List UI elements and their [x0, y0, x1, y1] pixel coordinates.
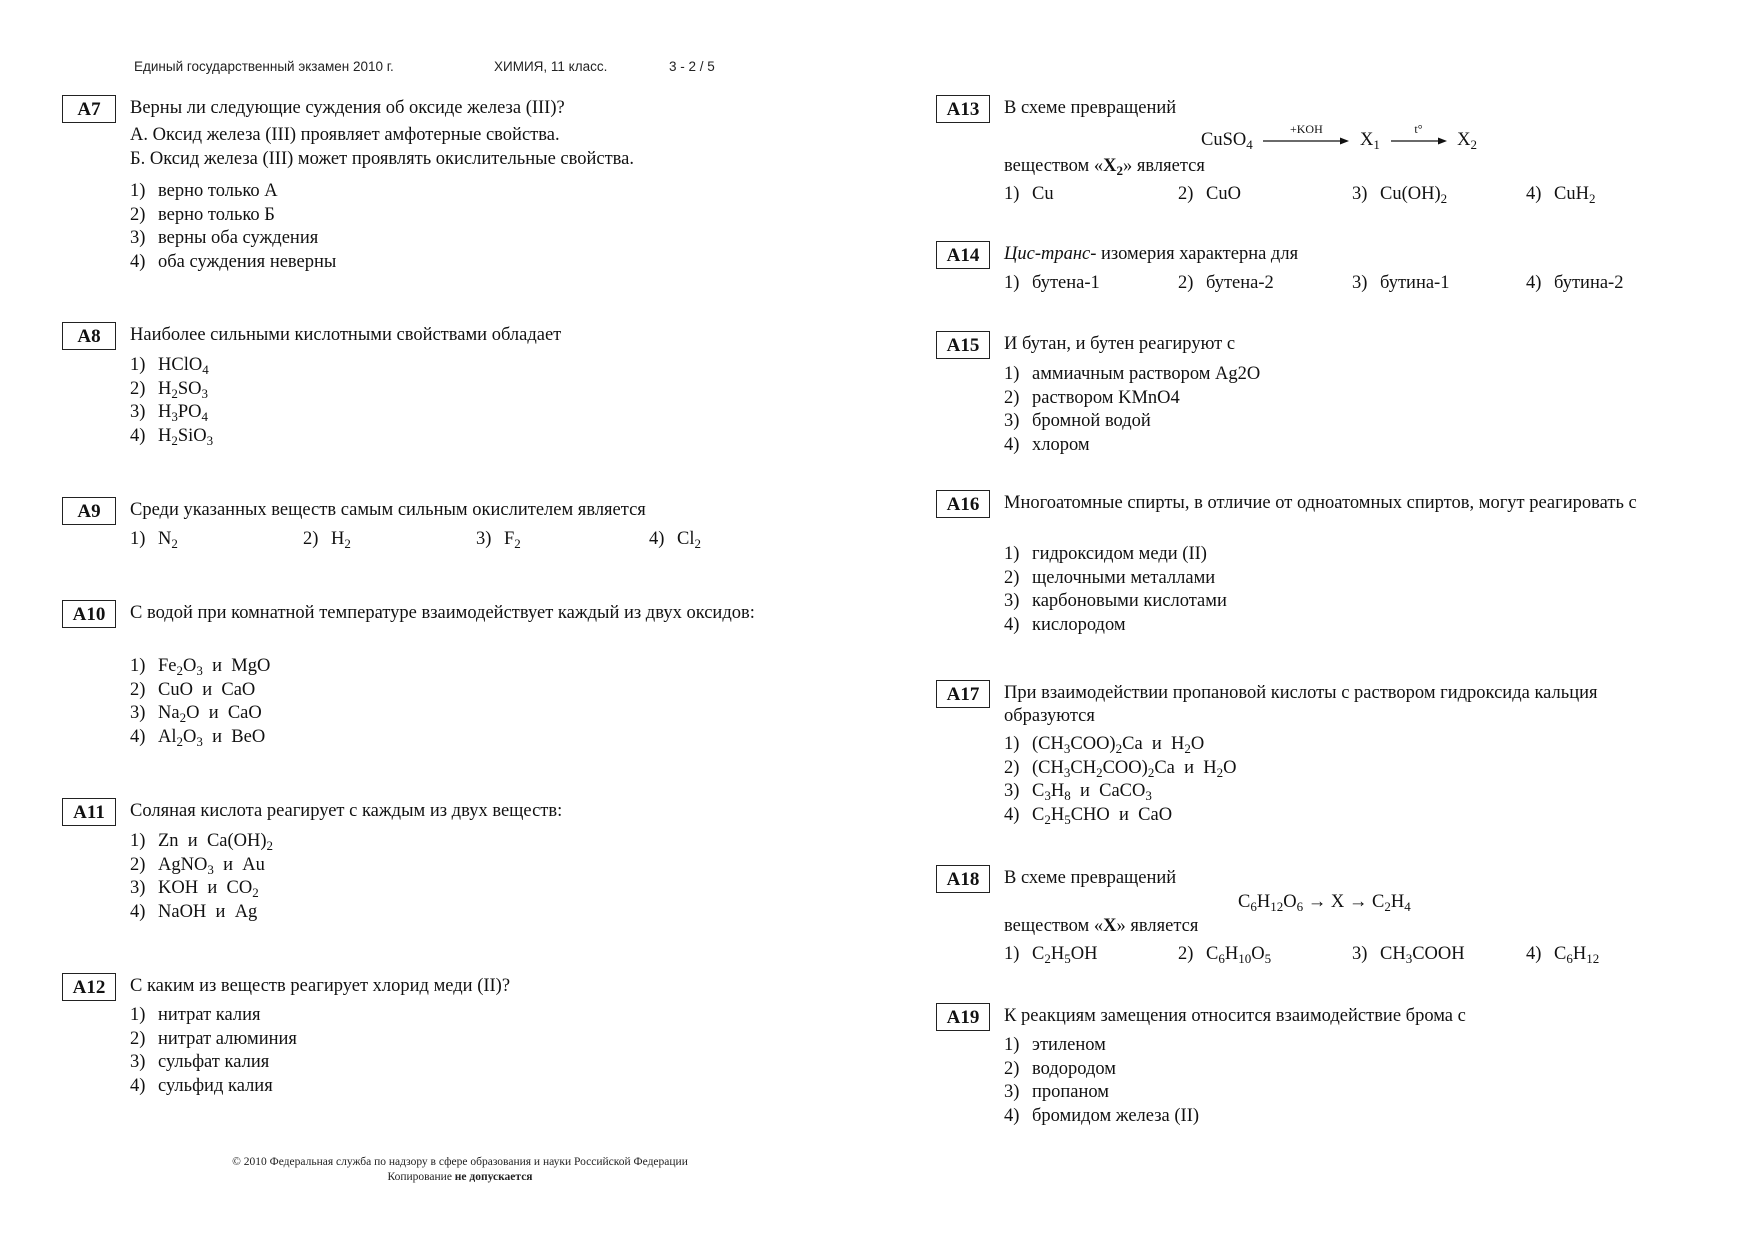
answer-option-4[interactable]: 4) $Cl_2$ — [649, 529, 701, 551]
answer-option-4[interactable]: 4) CuH$_2$ — [1526, 184, 1596, 206]
question-number: A16 — [936, 490, 990, 518]
answer-option-4[interactable]: 4) хлором — [1004, 434, 1090, 455]
header-page: 3 - 2 / 5 — [669, 59, 715, 74]
answer-option-2[interactable]: 2) бутена-2 — [1178, 273, 1274, 293]
answer-option-3[interactable]: 3) $CH_3COOH$ — [1352, 944, 1465, 966]
answer-options — [1004, 364, 1260, 458]
answer-option-3[interactable]: 3) верны оба суждения — [130, 228, 319, 248]
question-text: Соляная кислота реагирует с каждым из двух веществ: — [130, 801, 563, 821]
answer-option-3[interactable]: 3) $H_3PO_4$ — [130, 402, 209, 424]
answer-options — [1004, 544, 1227, 638]
answer-option-3[interactable]: 3) пропаном — [1004, 1082, 1110, 1102]
header-exam: Единый государственный экзамен 2010 г. — [134, 59, 394, 74]
question-number: A12 — [62, 973, 116, 1001]
question-text: С каким из веществ реагирует хлорид меди (II)? — [130, 976, 511, 996]
question-text: К реакциям замещения относится взаимодействие брома с — [1004, 1006, 1466, 1026]
answer-option-3[interactable]: 3) $Na_2O$ и CaO — [130, 703, 262, 725]
answer-options — [1004, 1035, 1199, 1129]
scheme-end: $C_2H_4$ — [1371, 892, 1411, 914]
answer-option-4[interactable]: 4) кислородом — [1004, 614, 1126, 635]
question-text: Верны ли следующие суждения об оксиде железа (III)? — [130, 98, 565, 118]
question-text: В схеме превращений — [1004, 98, 1177, 118]
answer-option-1[interactable]: 1) верно только А — [130, 181, 278, 201]
answer-options — [130, 1005, 297, 1099]
question-number: A18 — [936, 865, 990, 893]
answer-option-1[interactable]: 1) Zn и $Ca(OH)_2$ — [130, 831, 274, 853]
question-number: A17 — [936, 680, 990, 708]
answer-options — [130, 181, 336, 275]
answer-option-4[interactable]: 4) $H_2SiO_3$ — [130, 425, 214, 448]
question-number: A15 — [936, 331, 990, 359]
arrow-icon: → — [1307, 892, 1331, 912]
question-number: A13 — [936, 95, 990, 123]
answer-option-4[interactable]: 4) NaOH и Ag — [130, 901, 258, 922]
scheme-mid: X — [1330, 892, 1345, 912]
question-after-text: веществом «X» является — [1004, 916, 1199, 936]
answer-option-2[interactable]: 2) щелочными металлами — [1004, 567, 1216, 588]
answer-option-2[interactable]: 2) CuO и CaO — [130, 679, 256, 700]
answer-option-4[interactable]: 4) $C_6H_{12}$ — [1526, 944, 1600, 966]
answer-option-4[interactable]: 4) сульфид калия — [130, 1075, 273, 1096]
question-text: Наиболее сильными кислотными свойствами обладает — [130, 325, 562, 345]
answer-option-2[interactable]: 2) верно только Б — [130, 204, 275, 225]
answer-option-1[interactable]: 1) этиленом — [1004, 1035, 1106, 1055]
question-text: С водой при комнатной температуре взаимодействует каждый из двух оксидов: — [130, 603, 755, 623]
answer-option-3[interactable]: 3) $F_2$ — [476, 529, 521, 551]
answer-option-2[interactable]: 2) $H_2SO_3$ — [130, 378, 209, 401]
footer-copy-notice: Копирование не допускается — [387, 1171, 533, 1183]
answer-option-1[interactable]: 1) нитрат калия — [130, 1005, 261, 1025]
transformation-scheme — [1238, 892, 1411, 913]
answer-option-2[interactable]: 2) $H_2$ — [303, 529, 351, 551]
question-text: Среди указанных веществ самым сильным окислителем является — [130, 500, 646, 520]
answer-option-3[interactable]: 3) бутина-1 — [1352, 273, 1450, 293]
answer-option-1[interactable]: 1) $Fe_2O_3$ и MgO — [130, 656, 271, 678]
scheme-end: $X_2$ — [1457, 130, 1477, 152]
question-text: Многоатомные спирты, в отличие от одноатомных спиртов, могут реагировать с — [1004, 493, 1637, 513]
answer-option-2[interactable]: 2) AgNO$_3$ и Au — [130, 854, 265, 877]
question-number: A7 — [62, 95, 116, 123]
answer-options — [1004, 734, 1237, 828]
question-text: И бутан, и бутен реагируют с — [1004, 334, 1236, 354]
question-number: A8 — [62, 322, 116, 350]
footer-copyright: © 2010 Федеральная служба по надзору в сфере образования и науки Российской Федерации — [232, 1156, 688, 1168]
answer-option-2[interactable]: 2) водородом — [1004, 1058, 1116, 1079]
answer-option-3[interactable]: 3) бромной водой — [1004, 411, 1151, 431]
question-number: A10 — [62, 600, 116, 628]
answer-option-4[interactable]: 4) бутина-2 — [1526, 273, 1624, 293]
scheme-start: CuSO$_4$ — [1201, 130, 1253, 152]
answer-option-3[interactable]: 3) $C_3H_8$ и CaCO$_3$ — [1004, 781, 1152, 803]
question-text: При взаимодействии пропановой кислоты с раствором гидроксида кальция образуются — [1004, 683, 1598, 726]
scheme-start: $C_6H_{12}O_6$ — [1238, 892, 1304, 914]
answer-options — [130, 656, 270, 750]
question-after-text: веществом «$X_2$» является — [1004, 156, 1205, 178]
answer-option-1[interactable]: 1) гидроксидом меди (II) — [1004, 544, 1207, 564]
answer-option-1[interactable]: 1) $(CH_3COO)_2Ca$ и $H_2O$ — [1004, 734, 1205, 756]
answer-option-4[interactable]: 4) $C_2H_5CHO$ и CaO — [1004, 804, 1173, 827]
answer-option-4[interactable]: 4) оба суждения неверны — [130, 251, 337, 272]
answer-option-2[interactable]: 2) CuO — [1178, 184, 1241, 204]
scheme-mid: $X_1$ — [1360, 130, 1380, 152]
footer — [0, 1155, 920, 1185]
answer-option-2[interactable]: 2) раствором KMnO4 — [1004, 387, 1180, 408]
answer-option-3[interactable]: 3) карбоновыми кислотами — [1004, 591, 1227, 611]
answer-option-2[interactable]: 2) $(CH_3CH_2COO)_2Ca$ и $H_2O$ — [1004, 757, 1237, 780]
question-text: Цис-транс- изомерия характерна для — [1004, 244, 1299, 264]
arrow-icon: t° — [1391, 136, 1447, 146]
question-number: A11 — [62, 798, 116, 826]
question-number: A19 — [936, 1003, 990, 1031]
answer-option-1[interactable]: 1) HClO$_4$ — [130, 355, 209, 377]
answer-options — [130, 831, 273, 925]
question-text: В схеме превращений — [1004, 868, 1177, 888]
question-number: A9 — [62, 497, 116, 525]
answer-option-2[interactable]: 2) нитрат алюминия — [130, 1028, 297, 1049]
answer-option-1[interactable]: 1) $N_2$ — [130, 529, 178, 551]
arrow-icon: → — [1348, 892, 1372, 912]
arrow-icon: +KOH — [1263, 136, 1349, 146]
answer-option-3[interactable]: 3) сульфат калия — [130, 1052, 270, 1072]
statement: Б. Оксид железа (III) может проявлять окислительные свойства. — [130, 148, 634, 169]
answer-option-3[interactable]: 3) $Cu(OH)_2$ — [1352, 184, 1448, 206]
answer-option-1[interactable]: 1) аммиачным раствором Ag2O — [1004, 364, 1261, 384]
answer-options — [130, 355, 213, 449]
statement: А. Оксид железа (III) проявляет амфотерные свойства. — [130, 125, 560, 145]
answer-option-4[interactable]: 4) бромидом железа (II) — [1004, 1105, 1200, 1126]
question-number: A14 — [936, 241, 990, 269]
answer-option-4[interactable]: 4) $Al_2O_3$ и BeO — [130, 726, 266, 749]
answer-option-1[interactable]: 1) бутена-1 — [1004, 273, 1100, 293]
answer-option-1[interactable]: 1) $C_2H_5OH$ — [1004, 944, 1098, 966]
transformation-scheme — [1201, 121, 1477, 152]
answer-option-3[interactable]: 3) KOH и $CO_2$ — [130, 878, 259, 900]
answer-option-1[interactable]: 1) Cu — [1004, 184, 1054, 204]
answer-option-2[interactable]: 2) $C_6H_{10}O_5$ — [1178, 944, 1272, 966]
header-subject: ХИМИЯ, 11 класс. — [494, 59, 608, 74]
statements — [130, 125, 634, 172]
